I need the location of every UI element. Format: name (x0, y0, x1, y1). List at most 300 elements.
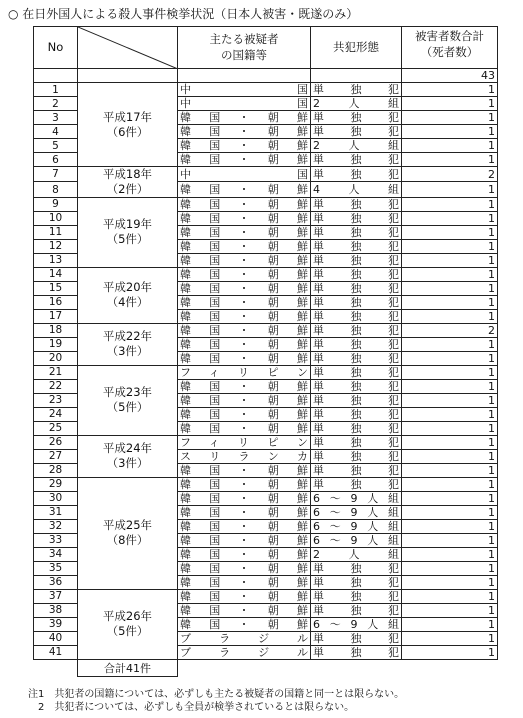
diagonal-line (78, 27, 178, 69)
row-nationality (178, 111, 311, 125)
row-no: 28 (34, 463, 78, 477)
table-row (34, 589, 498, 603)
row-nationality (178, 407, 311, 421)
row-nationality (178, 589, 311, 603)
row-form-text: 単独犯 (313, 125, 399, 138)
table-row (34, 267, 498, 281)
row-no: 14 (34, 267, 78, 281)
row-no: 37 (34, 589, 78, 603)
row-form-text: 単独犯 (313, 603, 399, 617)
row-nationality (178, 267, 311, 281)
row-form-text: 単独犯 (313, 435, 399, 449)
row-form (311, 407, 402, 421)
row-nationality-text: 韓国・朝鮮 (180, 211, 308, 225)
era-count: （2件） (106, 181, 149, 196)
header-diagonal-cell (78, 27, 178, 69)
row-victims: 1 (402, 309, 498, 323)
row-form (311, 337, 402, 351)
row-nationality (178, 309, 311, 323)
row-form (311, 491, 402, 505)
row-victims: 1 (402, 491, 498, 505)
row-victims: 1 (402, 533, 498, 547)
row-form (311, 435, 402, 449)
row-nationality (178, 125, 311, 139)
row-nationality-text: 韓国・朝鮮 (180, 393, 308, 407)
row-no: 20 (34, 351, 78, 365)
table-row (34, 167, 498, 182)
row-no: 7 (34, 167, 78, 182)
row-nationality-text: 韓国・朝鮮 (180, 153, 308, 166)
row-nationality-text: 韓国・朝鮮 (180, 603, 308, 617)
row-nationality (178, 463, 311, 477)
era-label (78, 167, 178, 198)
row-form (311, 603, 402, 617)
row-nationality (178, 617, 311, 631)
row-form (311, 421, 402, 435)
row-victims: 1 (402, 505, 498, 519)
row-no: 32 (34, 519, 78, 533)
row-nationality-text: 韓国・朝鮮 (180, 519, 308, 533)
row-victims: 1 (402, 153, 498, 167)
row-nationality-text: 韓国・朝鮮 (180, 139, 308, 152)
row-nationality (178, 547, 311, 561)
era-year: 平成19年 (102, 217, 153, 232)
row-no: 40 (34, 631, 78, 645)
row-no: 8 (34, 182, 78, 197)
row-no: 10 (34, 211, 78, 225)
row-form (311, 83, 402, 97)
row-nationality (178, 239, 311, 253)
row-victims: 1 (402, 253, 498, 267)
row-no: 5 (34, 139, 78, 153)
row-no: 9 (34, 197, 78, 211)
total-row-blank-no (34, 69, 78, 83)
row-form (311, 182, 402, 197)
row-form (311, 533, 402, 547)
table-row (34, 197, 498, 211)
row-form-text: 単独犯 (313, 463, 399, 477)
row-nationality (178, 323, 311, 337)
row-nationality-text: 韓国・朝鮮 (180, 309, 308, 323)
row-no: 38 (34, 603, 78, 617)
total-row-blank-nat (178, 69, 311, 83)
era-year: 平成17年 (102, 109, 153, 124)
era-label (78, 83, 178, 167)
row-nationality (178, 167, 311, 182)
row-nationality (178, 211, 311, 225)
row-form-text: 単独犯 (313, 561, 399, 575)
row-no: 31 (34, 505, 78, 519)
row-victims: 1 (402, 267, 498, 281)
table-row (34, 83, 498, 97)
row-no: 35 (34, 561, 78, 575)
header-form: 共犯形態 (311, 27, 402, 69)
row-nationality-text: 韓国・朝鮮 (180, 183, 308, 197)
row-form (311, 393, 402, 407)
row-form-text: 単独犯 (313, 295, 399, 309)
row-nationality-text: ブラジル (180, 645, 308, 659)
row-nationality-text: 韓国・朝鮮 (180, 239, 308, 253)
era-label (78, 197, 178, 267)
row-nationality-text: 韓国・朝鮮 (180, 295, 308, 309)
row-victims: 1 (402, 295, 498, 309)
row-victims: 1 (402, 547, 498, 561)
row-victims: 1 (402, 463, 498, 477)
row-nationality-text: 韓国・朝鮮 (180, 351, 308, 365)
row-nationality-text: フィリピン (180, 365, 308, 379)
notes (28, 688, 404, 714)
table-row (34, 435, 498, 449)
row-form (311, 295, 402, 309)
row-victims: 1 (402, 393, 498, 407)
row-no: 34 (34, 547, 78, 561)
row-nationality (178, 97, 311, 111)
era-year: 平成20年 (102, 280, 153, 295)
row-form-text: 単独犯 (313, 323, 399, 337)
era-year: 平成23年 (102, 385, 153, 400)
row-no: 23 (34, 393, 78, 407)
era-count: （4件） (106, 295, 149, 310)
row-nationality-text: 中国 (180, 97, 308, 110)
row-form-text: 単独犯 (313, 421, 399, 435)
row-nationality (178, 603, 311, 617)
total-count: 合計41件 (78, 659, 178, 676)
row-form-text: 単独犯 (313, 309, 399, 323)
row-form-text: 単独犯 (313, 153, 399, 166)
row-nationality (178, 379, 311, 393)
page-title: ○ 在日外国人による殺人事件検挙状況（日本人被害・既遂のみ） (8, 7, 359, 21)
header-no: No (34, 27, 78, 69)
row-form (311, 505, 402, 519)
row-victims: 1 (402, 421, 498, 435)
row-no: 2 (34, 97, 78, 111)
row-victims: 1 (402, 139, 498, 153)
row-form-text: 単独犯 (313, 83, 399, 96)
row-victims: 1 (402, 97, 498, 111)
row-no: 41 (34, 645, 78, 659)
row-nationality (178, 393, 311, 407)
row-form (311, 449, 402, 463)
row-no: 11 (34, 225, 78, 239)
row-nationality-text: 韓国・朝鮮 (180, 253, 308, 267)
note-2: 2 共犯者については、必ずしも全員が検挙されているとは限らない。 (28, 702, 355, 713)
header-victims (402, 27, 498, 69)
row-nationality-text: 韓国・朝鮮 (180, 463, 308, 477)
row-victims: 1 (402, 337, 498, 351)
row-form (311, 267, 402, 281)
row-form (311, 631, 402, 645)
row-form-text: 単独犯 (313, 379, 399, 393)
row-no: 6 (34, 153, 78, 167)
era-count: （8件） (106, 533, 149, 548)
row-nationality (178, 365, 311, 379)
row-victims: 1 (402, 379, 498, 393)
row-nationality (178, 182, 311, 197)
row-form-text: 単独犯 (313, 631, 399, 645)
row-no: 1 (34, 83, 78, 97)
row-form-text: 2人組 (313, 547, 399, 561)
row-form-text: 2人組 (313, 97, 399, 110)
row-form-text: 単独犯 (313, 351, 399, 365)
era-label (78, 589, 178, 659)
row-nationality (178, 225, 311, 239)
footer-blank (34, 659, 78, 676)
row-victims: 2 (402, 167, 498, 182)
row-nationality-text: 韓国・朝鮮 (180, 267, 308, 281)
row-form-text: 単独犯 (313, 239, 399, 253)
row-victims: 1 (402, 631, 498, 645)
row-victims: 1 (402, 407, 498, 421)
row-form-text: 6～9人組 (313, 533, 399, 547)
row-nationality-text: ブラジル (180, 631, 308, 645)
total-row-blank-form (311, 69, 402, 83)
era-count: （3件） (106, 344, 149, 359)
row-nationality (178, 197, 311, 211)
row-victims: 1 (402, 239, 498, 253)
row-no: 22 (34, 379, 78, 393)
row-nationality (178, 337, 311, 351)
row-no: 12 (34, 239, 78, 253)
row-form-text: 単独犯 (313, 477, 399, 491)
row-form (311, 477, 402, 491)
row-no: 3 (34, 111, 78, 125)
row-form-text: 4人組 (313, 183, 399, 197)
row-nationality-text: 韓国・朝鮮 (180, 533, 308, 547)
row-nationality-text: 韓国・朝鮮 (180, 505, 308, 519)
row-nationality (178, 449, 311, 463)
row-form-text: 2人組 (313, 139, 399, 152)
row-form-text: 単独犯 (313, 111, 399, 124)
row-nationality (178, 139, 311, 153)
row-victims: 1 (402, 519, 498, 533)
row-victims: 1 (402, 617, 498, 631)
row-form-text: 単独犯 (313, 337, 399, 351)
row-form (311, 225, 402, 239)
row-victims: 1 (402, 645, 498, 659)
row-form (311, 547, 402, 561)
row-nationality (178, 153, 311, 167)
header-nationality-line2: の国籍等 (221, 47, 267, 62)
row-form-text: 単独犯 (313, 253, 399, 267)
row-victims: 1 (402, 351, 498, 365)
row-no: 21 (34, 365, 78, 379)
row-victims: 1 (402, 603, 498, 617)
row-form (311, 645, 402, 659)
row-no: 16 (34, 295, 78, 309)
row-nationality (178, 435, 311, 449)
homicide-table (33, 26, 498, 677)
row-nationality-text: 中国 (180, 83, 308, 96)
row-no: 24 (34, 407, 78, 421)
row-nationality (178, 533, 311, 547)
row-nationality (178, 295, 311, 309)
row-no: 30 (34, 491, 78, 505)
row-nationality-text: 韓国・朝鮮 (180, 407, 308, 421)
row-form-text: 単独犯 (313, 225, 399, 239)
row-nationality-text: 韓国・朝鮮 (180, 421, 308, 435)
row-form (311, 125, 402, 139)
row-form (311, 281, 402, 295)
row-victims: 1 (402, 561, 498, 575)
era-count: （6件） (106, 124, 149, 139)
row-victims: 1 (402, 477, 498, 491)
row-nationality-text: 韓国・朝鮮 (180, 491, 308, 505)
row-nationality-text: 韓国・朝鮮 (180, 281, 308, 295)
row-no: 18 (34, 323, 78, 337)
row-no: 17 (34, 309, 78, 323)
row-victims: 1 (402, 125, 498, 139)
era-label (78, 267, 178, 323)
row-form-text: 単独犯 (313, 365, 399, 379)
row-nationality-text: 韓国・朝鮮 (180, 379, 308, 393)
row-form (311, 239, 402, 253)
row-form (311, 309, 402, 323)
row-nationality-text: 韓国・朝鮮 (180, 337, 308, 351)
row-form-text: 単独犯 (313, 197, 399, 211)
row-nationality-text: 韓国・朝鮮 (180, 111, 308, 124)
row-nationality-text: 韓国・朝鮮 (180, 575, 308, 589)
row-nationality-text: 中国 (180, 167, 308, 181)
row-victims: 1 (402, 111, 498, 125)
row-no: 13 (34, 253, 78, 267)
row-victims: 1 (402, 575, 498, 589)
row-victims: 1 (402, 365, 498, 379)
row-nationality-text: 韓国・朝鮮 (180, 477, 308, 491)
row-nationality (178, 281, 311, 295)
row-form-text: 単独犯 (313, 575, 399, 589)
row-victims: 1 (402, 225, 498, 239)
row-nationality (178, 519, 311, 533)
row-nationality (178, 505, 311, 519)
row-form-text: 単独犯 (313, 449, 399, 463)
era-count: （5件） (106, 400, 149, 415)
row-nationality-text: 韓国・朝鮮 (180, 197, 308, 211)
era-year: 平成25年 (102, 518, 153, 533)
row-form (311, 197, 402, 211)
row-form (311, 379, 402, 393)
footer-blank-right (178, 659, 498, 676)
row-no: 25 (34, 421, 78, 435)
row-victims: 1 (402, 211, 498, 225)
row-victims: 1 (402, 589, 498, 603)
era-label (78, 365, 178, 435)
row-form (311, 463, 402, 477)
row-nationality-text: 韓国・朝鮮 (180, 617, 308, 631)
table-body (34, 83, 498, 660)
row-no: 29 (34, 477, 78, 491)
row-nationality (178, 631, 311, 645)
era-year: 平成24年 (102, 441, 153, 456)
row-form-text: 6～9人組 (313, 617, 399, 631)
row-no: 19 (34, 337, 78, 351)
row-nationality-text: 韓国・朝鮮 (180, 125, 308, 138)
row-victims: 1 (402, 83, 498, 97)
table-row (34, 477, 498, 491)
row-form-text: 単独犯 (313, 281, 399, 295)
row-form (311, 351, 402, 365)
row-victims: 1 (402, 449, 498, 463)
row-form (311, 111, 402, 125)
row-nationality-text: 韓国・朝鮮 (180, 547, 308, 561)
row-no: 36 (34, 575, 78, 589)
row-no: 39 (34, 617, 78, 631)
row-victims: 2 (402, 323, 498, 337)
row-form (311, 153, 402, 167)
row-nationality-text: 韓国・朝鮮 (180, 561, 308, 575)
total-victims: 43 (402, 69, 498, 83)
era-year: 平成26年 (102, 609, 153, 624)
row-form-text: 6～9人組 (313, 505, 399, 519)
row-no: 15 (34, 281, 78, 295)
header-victims-line2: （死者数） (420, 44, 479, 59)
row-nationality (178, 351, 311, 365)
row-nationality (178, 421, 311, 435)
row-form (311, 589, 402, 603)
era-count: （5件） (106, 232, 149, 247)
row-form-text: 単独犯 (313, 167, 399, 181)
row-form (311, 139, 402, 153)
row-nationality-text: フィリピン (180, 435, 308, 449)
row-victims: 1 (402, 435, 498, 449)
row-nationality-text: 韓国・朝鮮 (180, 589, 308, 603)
table-row (34, 365, 498, 379)
era-label (78, 323, 178, 365)
row-form (311, 211, 402, 225)
row-form-text: 単独犯 (313, 267, 399, 281)
row-form (311, 253, 402, 267)
era-count: （5件） (106, 624, 149, 639)
row-form (311, 519, 402, 533)
row-form (311, 323, 402, 337)
era-label (78, 477, 178, 589)
header-nationality-line1: 主たる被疑者 (209, 31, 279, 46)
row-nationality (178, 83, 311, 97)
row-nationality (178, 645, 311, 659)
row-form-text: 6～9人組 (313, 519, 399, 533)
row-nationality-text: 韓国・朝鮮 (180, 225, 308, 239)
row-nationality (178, 561, 311, 575)
row-nationality-text: スリランカ (180, 449, 308, 463)
row-victims: 1 (402, 197, 498, 211)
row-nationality (178, 253, 311, 267)
header-nationality (178, 27, 311, 69)
row-form-text: 単独犯 (313, 589, 399, 603)
row-nationality (178, 491, 311, 505)
row-victims: 1 (402, 182, 498, 197)
row-form-text: 単独犯 (313, 393, 399, 407)
total-row-blank-era (78, 69, 178, 83)
row-form-text: 単独犯 (313, 211, 399, 225)
row-form-text: 6～9人組 (313, 491, 399, 505)
row-no: 26 (34, 435, 78, 449)
row-form (311, 167, 402, 182)
row-form (311, 561, 402, 575)
era-label (78, 435, 178, 477)
row-nationality (178, 477, 311, 491)
era-year: 平成18年 (102, 167, 153, 181)
row-no: 4 (34, 125, 78, 139)
row-victims: 1 (402, 281, 498, 295)
era-year: 平成22年 (102, 329, 153, 344)
header-victims-line1: 被害者数合計 (415, 29, 484, 43)
row-form-text: 単独犯 (313, 407, 399, 421)
row-form (311, 617, 402, 631)
row-form (311, 365, 402, 379)
table-row (34, 323, 498, 337)
row-nationality (178, 575, 311, 589)
row-form (311, 97, 402, 111)
era-count: （3件） (106, 456, 149, 471)
